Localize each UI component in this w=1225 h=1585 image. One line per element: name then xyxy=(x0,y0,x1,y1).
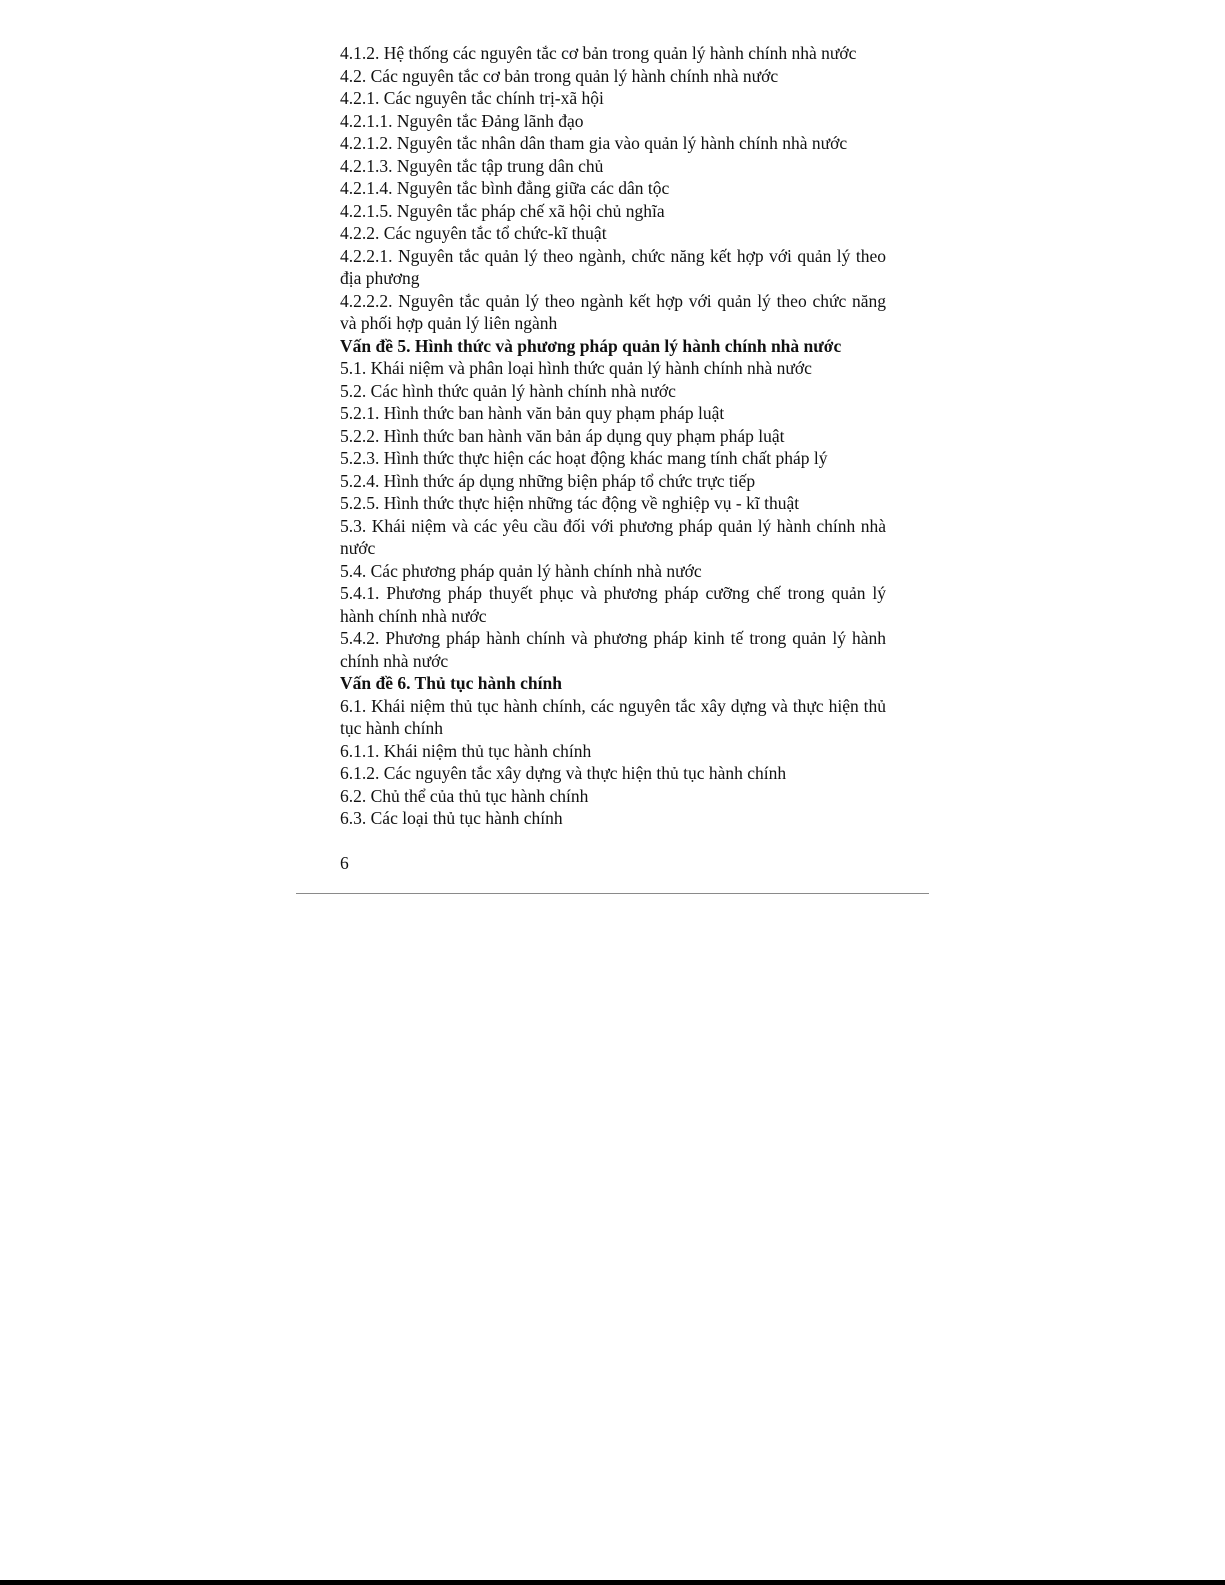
toc-entry: 5.2.5. Hình thức thực hiện những tác động về nghiệp vụ - kĩ thuật xyxy=(340,493,800,513)
toc-entry: 4.2.1.3. Nguyên tắc tập trung dân chủ xyxy=(340,155,604,176)
toc-entry: 4.2.1.4. Nguyên tắc bình đẳng giữa các dân tộc xyxy=(340,178,670,198)
toc-entry: 4.2.2.1. Nguyên tắc quản lý theo ngành, chức năng kết hợp với quản lý theo địa phương xyxy=(340,245,886,288)
toc-entry: 6.1.1. Khái niệm thủ tục hành chính xyxy=(340,740,592,761)
toc-entry: 5.2.4. Hình thức áp dụng những biện pháp tổ chức trực tiếp xyxy=(340,470,756,491)
toc-entry: 4.2.2. Các nguyên tắc tổ chức-kĩ thuật xyxy=(340,223,607,243)
toc-entry: 5.2.3. Hình thức thực hiện các hoạt động khác mang tính chất pháp lý xyxy=(340,448,828,468)
toc-entry: 6.1. Khái niệm thủ tục hành chính, các nguyên tắc xây dựng và thực hiện thủ tục hành chính xyxy=(340,695,886,738)
toc-entry: 4.2.1.5. Nguyên tắc pháp chế xã hội chủ nghĩa xyxy=(340,200,665,221)
bottom-border xyxy=(0,1580,1225,1585)
toc-entry: 5.3. Khái niệm và các yêu cầu đối với phương pháp quản lý hành chính nhà nước xyxy=(340,515,886,558)
toc-entry: 5.4. Các phương pháp quản lý hành chính nhà nước xyxy=(340,560,702,581)
toc-entry: 4.2. Các nguyên tắc cơ bản trong quản lý hành chính nhà nước xyxy=(340,65,779,86)
page-divider xyxy=(296,893,929,894)
toc-entry: 4.2.2.2. Nguyên tắc quản lý theo ngành kết hợp với quản lý theo chức năng và phối hợp quản lý liên ngành xyxy=(340,290,886,333)
section-heading: Vấn đề 5. Hình thức và phương pháp quản lý hành chính nhà nước xyxy=(340,335,842,356)
toc-entry: 5.2.2. Hình thức ban hành văn bản áp dụng quy phạm pháp luật xyxy=(340,425,785,446)
toc-entry: 4.2.1.2. Nguyên tắc nhân dân tham gia vào quản lý hành chính nhà nước xyxy=(340,133,848,153)
toc-entry: 4.2.1.1. Nguyên tắc Đảng lãnh đạo xyxy=(340,110,584,131)
section-heading: Vấn đề 6. Thủ tục hành chính xyxy=(340,673,562,693)
toc-entry: 6.1.2. Các nguyên tắc xây dựng và thực hiện thủ tục hành chính xyxy=(340,763,787,783)
toc-entry: 6.3. Các loại thủ tục hành chính xyxy=(340,808,563,828)
toc-entry: 4.1.2. Hệ thống các nguyên tắc cơ bản trong quản lý hành chính nhà nước xyxy=(340,43,857,63)
toc-entry: 5.2. Các hình thức quản lý hành chính nhà nước xyxy=(340,380,676,401)
page-number: 6 xyxy=(340,853,349,873)
table-of-contents xyxy=(340,42,886,830)
toc-entry: 6.2. Chủ thể của thủ tục hành chính xyxy=(340,785,589,806)
toc-entry: 5.1. Khái niệm và phân loại hình thức quản lý hành chính nhà nước xyxy=(340,358,812,378)
toc-entry: 5.4.1. Phương pháp thuyết phục và phương pháp cưỡng chế trong quản lý hành chính nhà nước xyxy=(340,583,886,626)
toc-entry: 5.2.1. Hình thức ban hành văn bản quy phạm pháp luật xyxy=(340,403,725,423)
toc-entry: 5.4.2. Phương pháp hành chính và phương pháp kinh tế trong quản lý hành chính nhà nước xyxy=(340,628,886,671)
toc-entry: 4.2.1. Các nguyên tắc chính trị-xã hội xyxy=(340,88,604,108)
